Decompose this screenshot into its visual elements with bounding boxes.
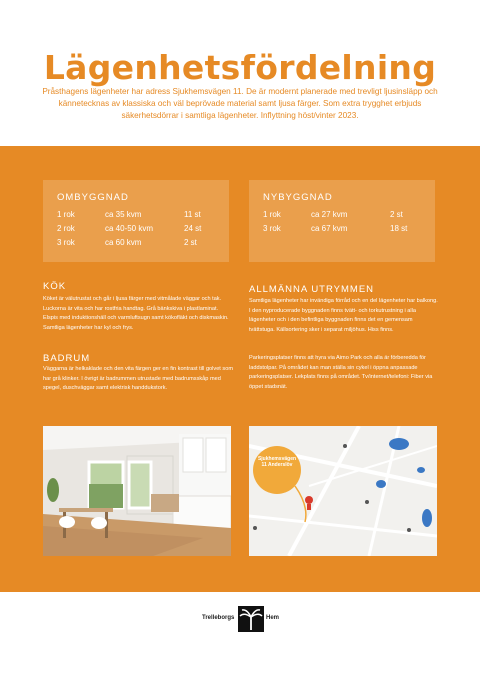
ombyggnad-row	[57, 236, 219, 250]
size: ca 27 kvm	[311, 210, 348, 219]
count: 11 st	[184, 210, 201, 219]
ombyggnad-box	[43, 180, 229, 262]
size: ca 40-50 kvm	[105, 224, 154, 233]
map-callout: Sjukhemsvägen 11 Anderslöv	[257, 456, 297, 468]
map-illustration	[249, 426, 437, 556]
count: 2 st	[184, 238, 197, 247]
count: 2 st	[390, 210, 403, 219]
orange-panel	[0, 146, 480, 592]
ombyggnad-title: OMBYGGNAD	[57, 192, 129, 203]
parking-text: Parkeringsplatser finns att hyra via Aimo Park och alla är förberedda för laddstolpar. På området kan man ställa sin cykel i öppna anpassade parkeringsplatser. Lekplats finns på området. Tv/internet/telefoni: Fiber via öppet stadsnät.	[249, 355, 433, 390]
trelleborgshem-logo	[190, 606, 290, 630]
badrum-text: Väggarna är helkaklade och den vita färgen ger en fin kontrast till golvet som har grå klinker. I övrigt är badrummen utrustade med badrumsskåp med spegel, duschväggar samt elektrisk handdukstork.	[43, 366, 233, 391]
allmanna-title: ALLMÄNNA UTRYMMEN	[249, 284, 375, 295]
palm-tree-icon	[238, 606, 264, 632]
badrum-title: BADRUM	[43, 353, 91, 364]
rooms: 3 rok	[263, 224, 281, 233]
kitchen-illustration	[43, 426, 231, 556]
header	[0, 0, 480, 146]
logo-text-left: Trelleborgs	[202, 615, 235, 621]
location-map	[249, 426, 437, 556]
size: ca 67 kvm	[311, 224, 348, 233]
nybyggnad-row	[263, 208, 425, 222]
rooms: 1 rok	[57, 210, 75, 219]
nybyggnad-row	[263, 222, 425, 236]
rooms: 1 rok	[263, 210, 281, 219]
allmanna-text: Samtliga lägenheter har invändiga förråd och en del lägenheter har balkong. I den nyproducerade byggnaden finns tvätt- och torkutrustning i alla lägenheter och i den befintliga byggnaden finns det en gemensam tvättstuga. Källsortering sker i separat miljöhus. Hiss finns.	[249, 298, 438, 333]
nybyggnad-box	[249, 180, 435, 262]
ombyggnad-row	[57, 222, 219, 236]
count: 18 st	[390, 224, 408, 233]
kitchen-photo	[43, 426, 231, 556]
kok-text: Köket är välutrustat och går i ljusa färger med vitmålade väggar och tak. Luckorna är vita och har rostfria handtag. Grå bänkskiva i plastlaminat. Elspis med induktionshäll och varmluftsugn samt kökofläkt och diskmaskin. Samtliga lägenheter har kyl och frys.	[43, 296, 229, 331]
count: 24 st	[184, 224, 202, 233]
page-title: Lägenhetsfördelning	[43, 48, 437, 87]
rooms: 3 rok	[57, 238, 75, 247]
size: ca 60 kvm	[105, 238, 142, 247]
logo-text-right: Hem	[266, 615, 280, 621]
kok-title: KÖK	[43, 281, 67, 292]
rooms: 2 rok	[57, 224, 75, 233]
ombyggnad-row	[57, 208, 219, 222]
size: ca 35 kvm	[105, 210, 142, 219]
intro-text: Pråsthagens lägenheter har adress Sjukhemsvägen 11. De är modernt planerade med trevligt ljusinsläpp och kännetecknas av klassiska och väl beprövade material samt ljusa färger. Som extra trygghet erbjuds säkerhetsdörrar i samtliga lägenheter. Inflyttning höst/vinter 2023.	[42, 87, 438, 120]
nybyggnad-title: NYBYGGNAD	[263, 192, 333, 203]
